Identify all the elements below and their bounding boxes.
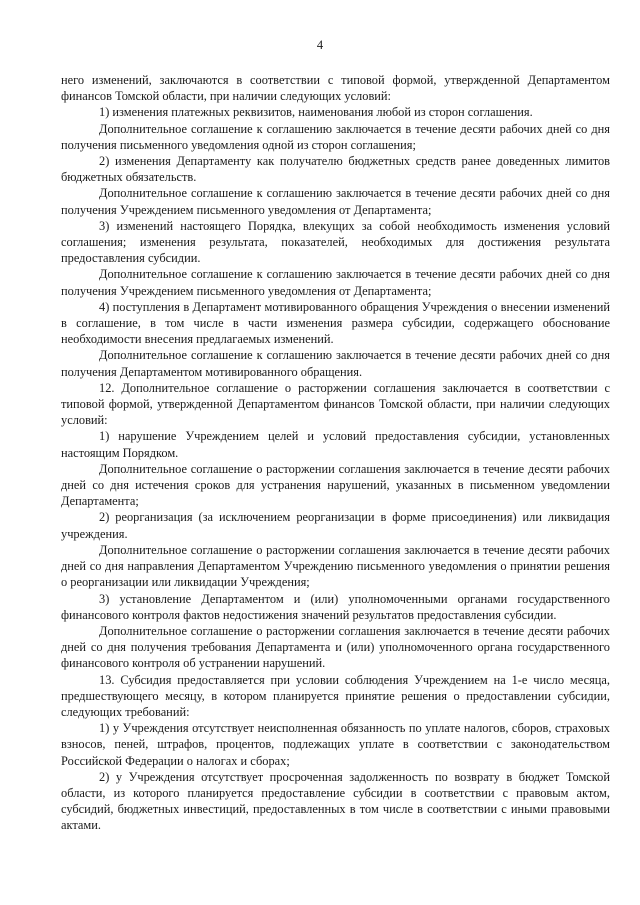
paragraph: 2) изменения Департаменту как получателю бюджетных средств ранее доведенных лимитов бюджетных обязательств. [61,154,610,185]
paragraph: Дополнительное соглашение о расторжении соглашения заключается в течение десяти рабочих дней со дня направления Департаментом Учреждению письменного уведомления о принятии решения о реорганизации или ликвидации Учреждения; [61,542,610,590]
paragraph: Дополнительное соглашение о расторжении соглашения заключается в течение десяти рабочих дней со дня получения требования Департамента и (или) уполномоченного органа государственного финансового контроля об устранении нарушений. [61,623,610,671]
paragraph: Дополнительное соглашение к соглашению заключается в течение десяти рабочих дней со дня получения письменного уведомления одной из сторон соглашения; [61,121,610,152]
paragraph: 12. Дополнительное соглашение о расторжении соглашения заключается в соответствии с типовой формой, утвержденной Департаментом финансов Томской области, при наличии следующих условий: [61,380,610,428]
paragraph: Дополнительное соглашение к соглашению заключается в течение десяти рабочих дней со дня получения Департаментом мотивированного обращения. [61,348,610,379]
paragraph: 2) у Учреждения отсутствует просроченная задолженность по возврату в бюджет Томской области, из которого планируется предоставление субсидии в соответствии с правовым актом, субсидий, бюджетных инвестиций, предоставленных в том числе в соответствии с иными правовыми актами. [61,769,610,833]
paragraph: Дополнительное соглашение к соглашению заключается в течение десяти рабочих дней со дня получения Учреждением письменного уведомления от Департамента; [61,186,610,217]
paragraph: 1) нарушение Учреждением целей и условий предоставления субсидии, установленных настоящим Порядком. [61,429,610,460]
paragraph: 1) изменения платежных реквизитов, наименования любой из сторон соглашения. [99,105,533,120]
paragraph: него изменений, заключаются в соответствии с типовой формой, утвержденной Департаментом финансов Томской области, при наличии следующих условий: [61,73,610,104]
paragraph: 2) реорганизация (за исключением реорганизации в форме присоединения) или ликвидация учреждения. [61,510,610,541]
paragraph: Дополнительное соглашение к соглашению заключается в течение десяти рабочих дней со дня получения Учреждением письменного уведомления от Департамента; [61,267,610,298]
paragraph: 13. Субсидия предоставляется при условии соблюдения Учреждением на 1-е число месяца, предшествующего месяцу, в котором планируется принятие решения о предоставлении субсидии, следующих требований: [61,672,610,719]
paragraph: 4) поступления в Департамент мотивированного обращения Учреждения о внесении изменений в соглашение, в том числе в части изменения размера субсидии, содержащего обоснование необходимости внесения предлагаемых изменений. [61,299,610,347]
paragraph: 1) у Учреждения отсутствует неисполненная обязанность по уплате налогов, сборов, страховых взносов, пеней, штрафов, процентов, подлежащих уплате в соответствии с законодательством Российской Федерации о налогах и сборах; [61,721,610,768]
document-body [61,72,610,834]
paragraph: 3) изменений настоящего Порядка, влекущих за собой необходимость изменения условий соглашения; изменения результата, показателей, необходимых для достижения результата предоставления субсидии. [61,218,610,266]
page-number: 4 [316,38,324,52]
paragraph: Дополнительное соглашение о расторжении соглашения заключается в течение десяти рабочих дней со дня истечения сроков для устранения нарушений, указанных в письменном уведомлении Департамента; [61,461,610,509]
paragraph: 3) установление Департаментом и (или) уполномоченными органами государственного финансового контроля фактов недостижения значений результатов предоставления субсидии. [61,591,610,622]
